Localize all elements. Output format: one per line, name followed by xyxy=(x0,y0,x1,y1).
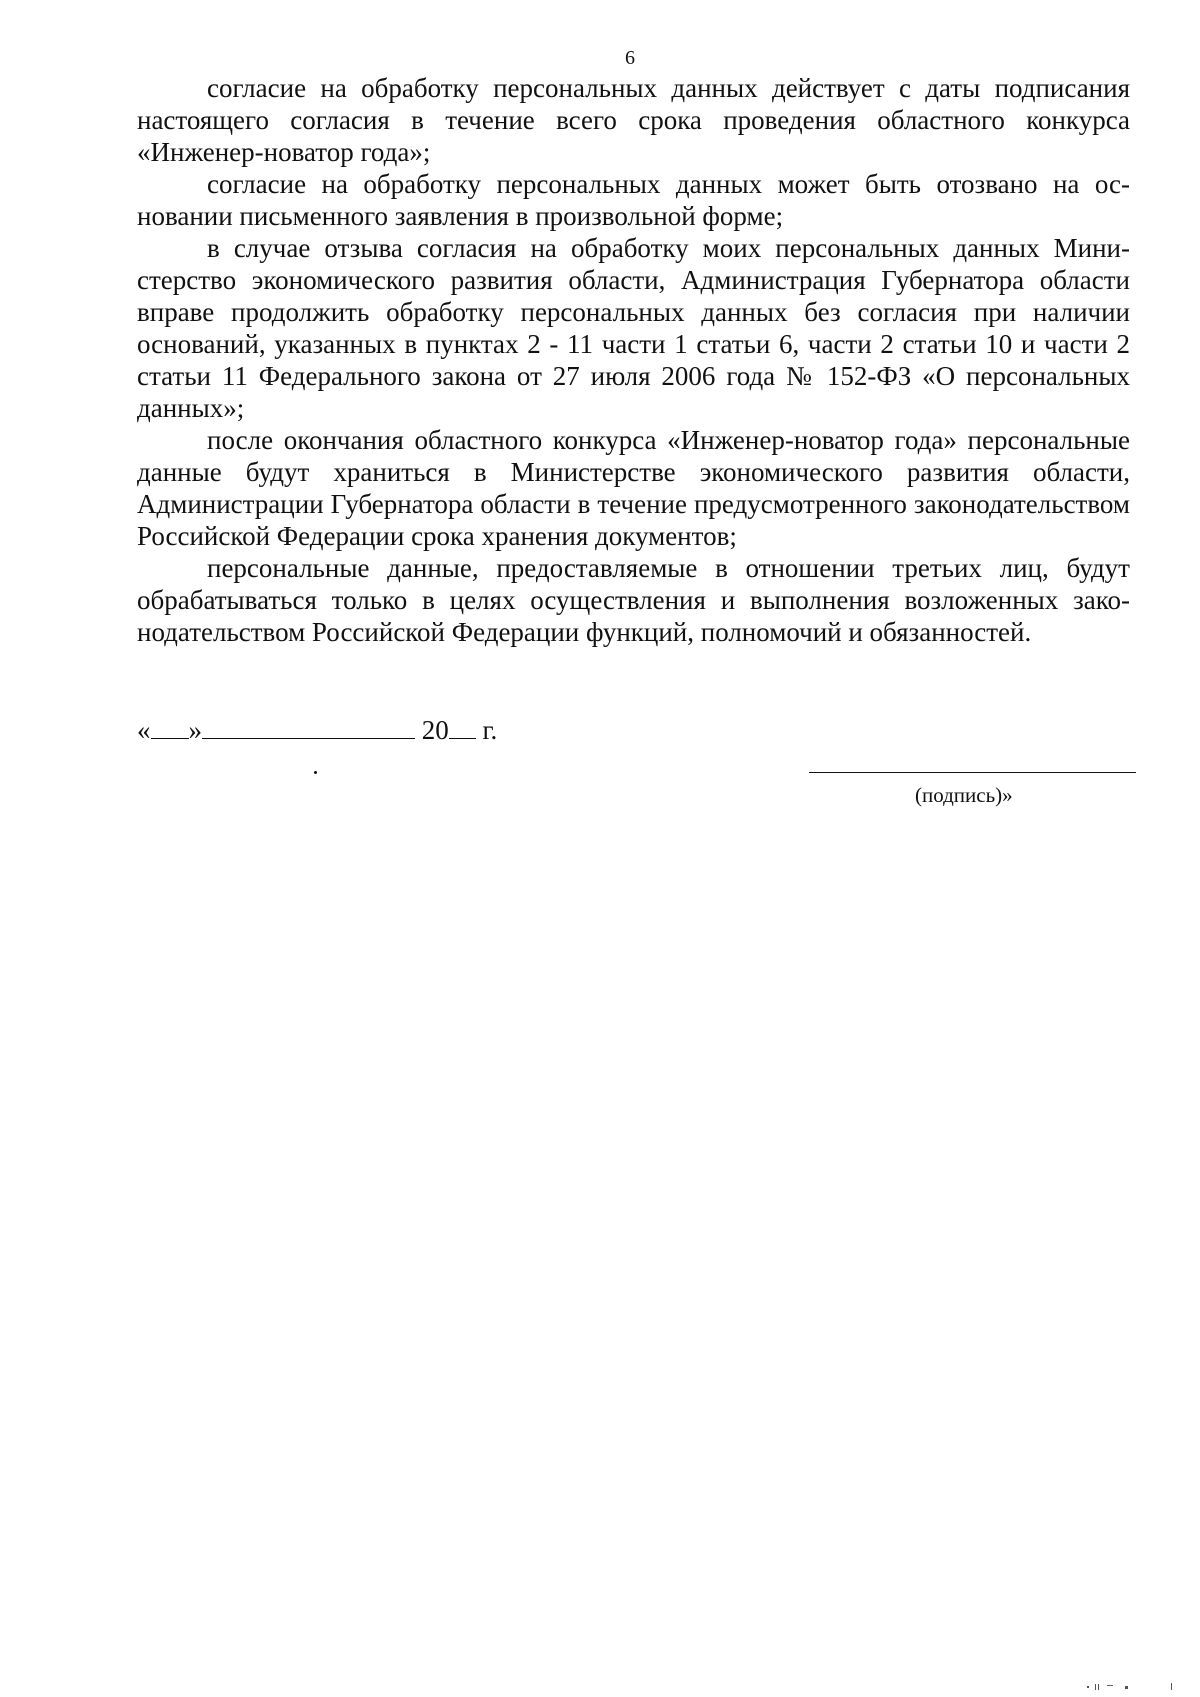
document-body xyxy=(137,72,1130,648)
signature-caption: (подпись)» xyxy=(915,783,1013,807)
date-century: 20 xyxy=(421,715,449,745)
paragraph-data-storage: после окончания областного конкурса «Инженер-новатор года» персональные данные будут храниться в Министерстве экономического развития области, Администрации Губернатора области в течение предусмотренного законодательством Российской Федерации срока хранения документов; xyxy=(137,425,1130,551)
stray-dot xyxy=(314,771,317,774)
date-year-blank xyxy=(449,712,476,739)
date-month-blank xyxy=(202,712,415,739)
scan-artifact-marks xyxy=(1085,1682,1185,1690)
date-close-quote: » xyxy=(188,715,202,745)
date-field xyxy=(137,712,497,746)
date-open-quote: « xyxy=(137,715,151,745)
paragraph-consent-revocation: согласие на обработку персональных данных может быть отозвано на основании письменного заявления в произвольной форме; xyxy=(137,169,1130,231)
paragraph-revocation-processing: в случае отзыва согласия на обработку моих персональных данных Министерство экономического развития области, Администрация Губернатора области вправе продолжить обработку персональных данных без согласия при наличии оснований, указанных в пунктах 2 - 11 части 1 статьи 6, части 2 статьи 10 и части 2 статьи 11 Федерального закона от 27 июля 2006 года № 152-ФЗ «О персональных данных»; xyxy=(137,233,1130,423)
paragraph-third-parties: персональные данные, предоставляемые в отношении третьих лиц, будут обрабатываться только в целях осуществления и выполнения возложенных законодательством Российской Федерации функций, полномочий и обязанностей. xyxy=(137,553,1130,647)
paragraph-consent-validity: согласие на обработку персональных данных действует с даты подписания настоящего согласия в течение всего срока проведения областного конкурса «Инженер-новатор года»; xyxy=(137,73,1130,167)
date-year-suffix: г. xyxy=(475,715,498,745)
signature-line xyxy=(809,772,1136,773)
date-day-blank xyxy=(151,712,189,739)
page-number: 6 xyxy=(625,47,635,69)
